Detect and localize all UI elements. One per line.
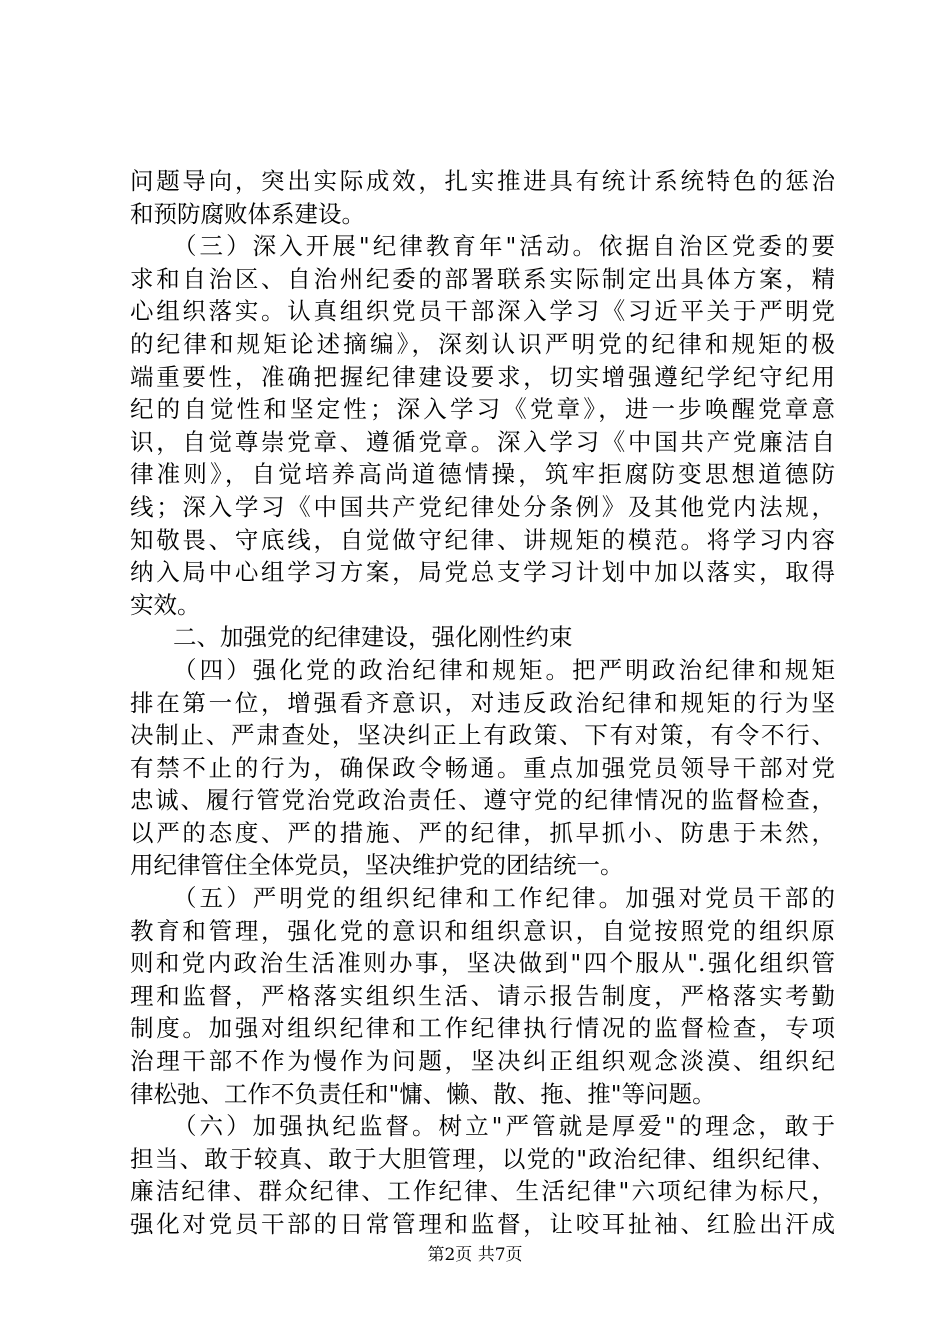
text-line: 知敬畏、守底线，自觉做守纪律、讲规矩的模范。将学习内容 — [130, 525, 835, 554]
text-line: 纪的自觉性和坚定性；深入学习《党章》，进一步唤醒党章意 — [130, 395, 835, 424]
text-line: 问题导向，突出实际成效，扎实推进具有统计系统特色的惩治 — [130, 167, 835, 195]
text-line: 线；深入学习《中国共产党纪律处分条例》及其他党内法规， — [130, 492, 835, 521]
text-line: 廉洁纪律、群众纪律、工作纪律、生活纪律"六项纪律为标尺， — [130, 1177, 835, 1206]
text-line: 制度。加强对组织纪律和工作纪律执行情况的监督检查，专项 — [130, 1014, 835, 1043]
text-line: 治理干部不作为慢作为问题，坚决纠正组织观念淡漠、组织纪 — [130, 1047, 835, 1076]
text-line: 律松弛、工作不负责任和"慵、懒、散、拖、推"等问题。 — [130, 1079, 716, 1108]
text-line: 律准则》，自觉培养高尚道德情操，筑牢拒腐防变思想道德防 — [130, 460, 835, 489]
text-line: 纳入局中心组学习方案，局党总支学习计划中加以落实，取得 — [130, 558, 835, 587]
text-line: 担当、敢于较真、敢于大胆管理，以党的"政治纪律、组织纪律、 — [130, 1144, 835, 1173]
text-line: 有禁不止的行为，确保政令畅通。重点加强党员领导干部对党 — [130, 753, 835, 782]
text-line: （六）加强执纪监督。树立"严管就是厚爱"的理念，敢于 — [173, 1112, 835, 1141]
text-line: 决制止、严肃查处，坚决纠正上有政策、下有对策，有令不行、 — [130, 721, 835, 750]
text-line: 心组织落实。认真组织党员干部深入学习《习近平关于严明党 — [130, 297, 835, 326]
text-line: （四）强化党的政治纪律和规矩。把严明政治纪律和规矩 — [173, 655, 835, 684]
document-body — [130, 165, 835, 1241]
text-line: 强化对党员干部的日常管理和监督，让咬耳扯袖、红脸出汗成 — [130, 1210, 835, 1238]
text-line: 实效。 — [130, 590, 201, 619]
text-line: 以严的态度、严的措施、严的纪律，抓早抓小、防患于未然， — [130, 818, 835, 847]
page-number-footer: 第2页 共7页 — [427, 1245, 523, 1265]
text-line: 的纪律和规矩论述摘编》，深刻认识严明党的纪律和规矩的极 — [130, 329, 835, 358]
text-line: 和预防腐败体系建设。 — [130, 199, 365, 228]
text-line: 排在第一位，增强看齐意识，对违反政治纪律和规矩的行为坚 — [130, 688, 835, 717]
text-line: 忠诚、履行管党治党政治责任、遵守党的纪律情况的监督检查， — [130, 786, 835, 815]
text-line: 求和自治区、自治州纪委的部署联系实际制定出具体方案，精 — [130, 264, 835, 293]
text-line: 端重要性，准确把握纪律建设要求，切实增强遵纪学纪守纪用 — [130, 362, 835, 391]
text-line: 则和党内政治生活准则办事，坚决做到"四个服从".强化组织管 — [130, 949, 835, 978]
text-line: （五）严明党的组织纪律和工作纪律。加强对党员干部的 — [173, 884, 835, 913]
text-line: 识，自觉尊崇党章、遵循党章。深入学习《中国共产党廉洁自 — [130, 427, 835, 456]
text-line: （三）深入开展"纪律教育年"活动。依据自治区党委的要 — [173, 232, 835, 261]
text-line: 用纪律管住全体党员，坚决维护党的团结统一。 — [130, 851, 624, 880]
text-line: 理和监督，严格落实组织生活、请示报告制度，严格落实考勤 — [130, 981, 835, 1010]
section-heading: 二、加强党的纪律建设，强化刚性约束 — [173, 623, 573, 652]
text-line: 教育和管理，强化党的意识和组织意识，自觉按照党的组织原 — [130, 916, 835, 945]
